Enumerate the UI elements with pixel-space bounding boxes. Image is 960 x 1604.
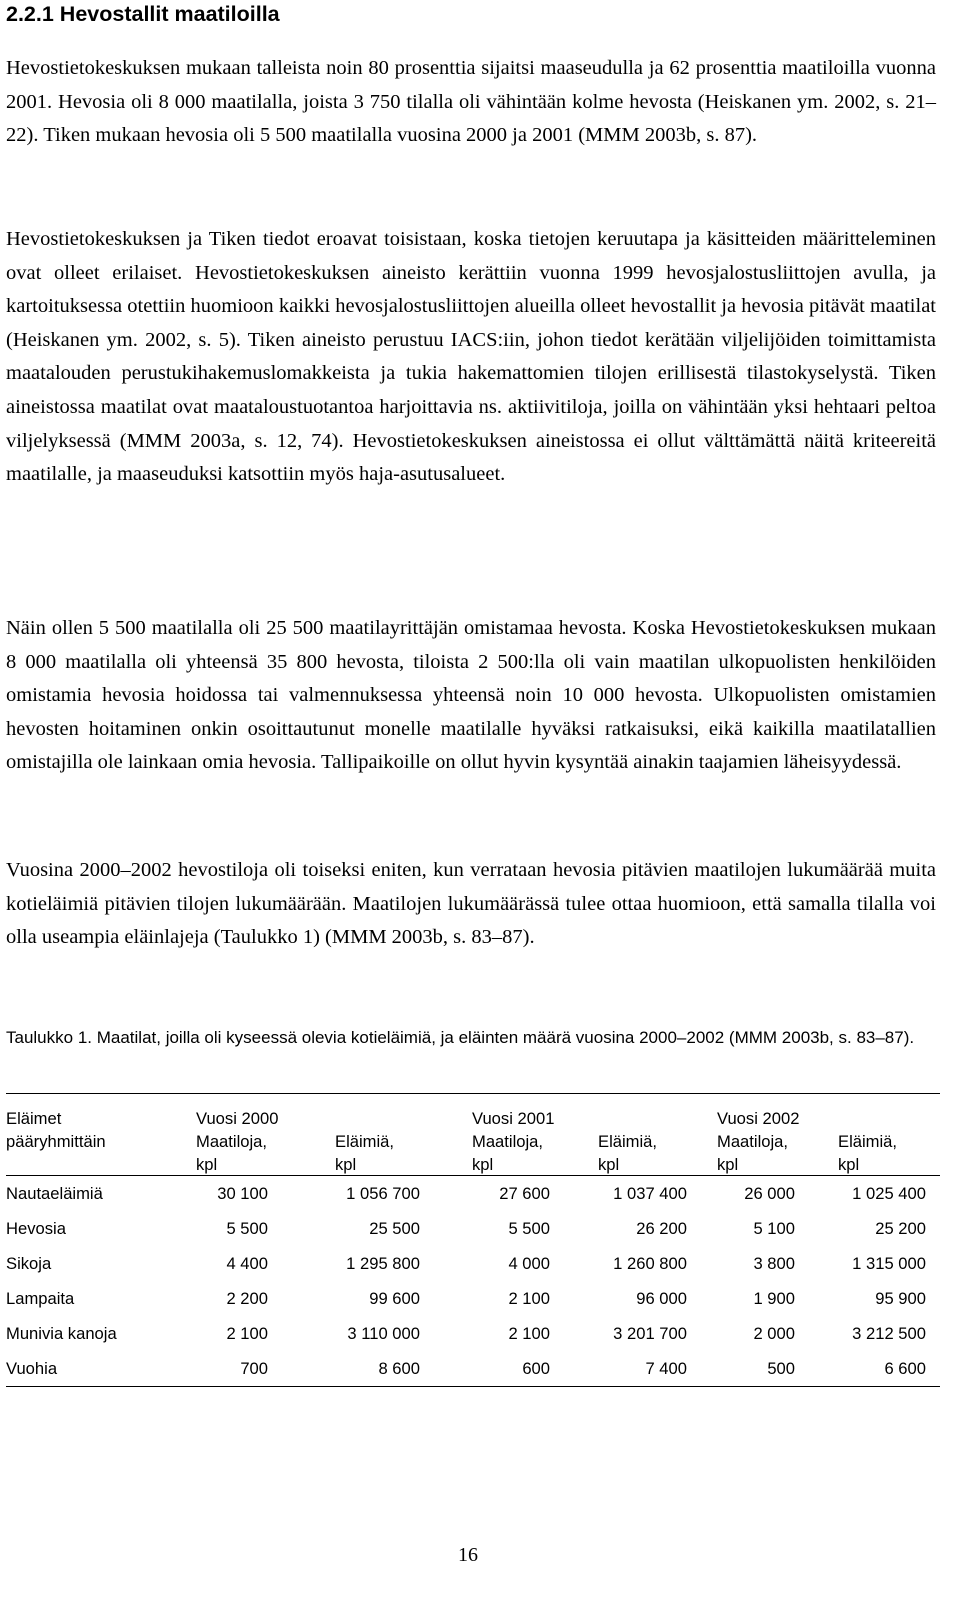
table-row [6, 1211, 940, 1246]
header-year-2001-farms [472, 1107, 554, 1176]
paragraph-3: Näin ollen 5 500 maatilalla oli 25 500 maatilayrittäjän omistamaa hevosta. Koska Hevostietokeskuksen mukaan 8 000 maatilalla oli yhteensä 35 800 hevosta, tiloista 2 500:lla oli vain maatilan ulkopuolisten henkilöiden omistamia hevosia hoidossa tai valmennuksessa yhteensä noin 10 000 hevosta. Ulkopuolisten omistamien hevosten hoitaminen onkin osoittautunut monelle maatilalle hyväksi ratkaisuksi, eikä kaikilla maatilatallien omistajilla ole lainkaan omia hevosia. Tallipaikoille on ollut hyvin kysyntää ainakin taajamien läheisyydessä. [6, 617, 936, 774]
table-row [6, 1246, 940, 1281]
paragraph-1: Hevostietokeskuksen mukaan talleista noin 80 prosenttia sijaitsi maaseudulla ja 62 prosenttia maatiloilla vuonna 2001. Hevosia oli 8 000 maatilalla, joista 3 750 tilalla oli vähintään kolme hevosta (Heiskanen ym. 2002, s. 21–22). Tiken mukaan hevosia oli 5 500 maatilalla vuosina 2000 ja 2001 (MMM 2003b, s. 87). [6, 57, 936, 147]
cell-animals-2002: 1 315 000 [852, 1254, 926, 1273]
header-spacer [838, 1107, 897, 1130]
cell-farms-2000: 2 100 [226, 1324, 268, 1343]
cell-farms-2002: 2 000 [753, 1324, 795, 1343]
header-year-2000: Vuosi 2000 [196, 1109, 279, 1128]
header-farms-unit: kpl [472, 1155, 494, 1174]
header-farms-unit: kpl [717, 1155, 739, 1174]
cell-farms-2002: 5 100 [753, 1219, 795, 1238]
row-label: Vuohia [6, 1359, 58, 1378]
header-farms-unit: kpl [196, 1155, 218, 1174]
section-heading: 2.2.1 Hevostallit maatiloilla [6, 2, 280, 26]
cell-farms-2000: 5 500 [226, 1219, 268, 1238]
cell-farms-2002: 3 800 [753, 1254, 795, 1273]
cell-animals-2001: 1 260 800 [613, 1254, 687, 1273]
header-animals-label: Eläimiä, [838, 1132, 898, 1151]
paragraph-4: Vuosina 2000–2002 hevostiloja oli toiseksi eniten, kun verrataan hevosia pitävien maatilojen lukumäärää muita kotieläimiä pitävien tilojen lukumäärään. Maatilojen lukumäärässä tulee ottaa huomioon, että samalla tilalla voi olla useampia eläinlajeja (Taulukko 1) (MMM 2003b, s. 83–87). [6, 859, 936, 949]
cell-animals-2000: 25 500 [369, 1219, 420, 1238]
row-label: Lampaita [6, 1289, 75, 1308]
table-body [6, 1176, 940, 1386]
header-animals-unit: kpl [335, 1155, 357, 1174]
header-year-2001-animals [598, 1107, 657, 1176]
cell-animals-2002: 3 212 500 [852, 1324, 926, 1343]
header-group-label [6, 1107, 106, 1153]
header-group-label-line2: pääryhmittäin [6, 1132, 106, 1151]
cell-animals-2002: 1 025 400 [852, 1184, 926, 1203]
cell-farms-2001: 4 000 [508, 1254, 550, 1273]
header-animals-label: Eläimiä, [335, 1132, 395, 1151]
table-row [6, 1281, 940, 1316]
cell-farms-2000: 30 100 [217, 1184, 268, 1203]
row-label: Munivia kanoja [6, 1324, 117, 1343]
cell-farms-2001: 5 500 [508, 1219, 550, 1238]
header-farms-label: Maatiloja, [196, 1132, 268, 1151]
cell-animals-2000: 1 056 700 [346, 1184, 420, 1203]
table-row [6, 1176, 940, 1211]
header-spacer [335, 1107, 394, 1130]
cell-animals-2002: 6 600 [884, 1359, 926, 1378]
cell-animals-2001: 7 400 [645, 1359, 687, 1378]
page-number: 16 [458, 1544, 478, 1566]
table-row [6, 1316, 940, 1351]
cell-animals-2001: 26 200 [636, 1219, 687, 1238]
cell-animals-2002: 95 900 [875, 1289, 926, 1308]
header-year-2000-animals [335, 1107, 394, 1176]
header-farms-label: Maatiloja, [717, 1132, 789, 1151]
paragraph-2: Hevostietokeskuksen ja Tiken tiedot eroavat toisistaan, koska tietojen keruutapa ja käsitteiden määritteleminen ovat olleet erilaiset. Hevostietokeskuksen aineisto kerättiin vuonna 1999 hevosjalostusliittojen avulla, ja kartoituksessa otettiin huomioon kaikki hevosjalostusliittojen alueilla olleet hevostallit ja hevosia pitävät maatilat (Heiskanen ym. 2002, s. 5). Tiken aineisto perustuu IACS:iin, johon tiedot kerätään viljelijöiden toimittamista maatalouden perustukihakemuslomakkeista ja tukia hakemattomien tilojen erillisestä tilastokyselystä. Tiken aineistossa maatilat ovat maataloustuotantoa harjoittavia ns. aktiivitiloja, joilla on vähintään yksi hehtaari peltoa viljelyksessä (MMM 2003a, s. 12, 74). Hevostietokeskuksen aineistossa ei ollut välttämättä näitä kriteereitä maatilalle, ja maaseuduksi katsottiin myös haja-asutusalueet. [6, 228, 936, 486]
cell-farms-2002: 26 000 [744, 1184, 795, 1203]
table-header [6, 1094, 940, 1176]
cell-animals-2000: 1 295 800 [346, 1254, 420, 1273]
header-group-label-line1: Eläimet [6, 1109, 62, 1128]
header-year-2002: Vuosi 2002 [717, 1109, 800, 1128]
cell-animals-2001: 3 201 700 [613, 1324, 687, 1343]
cell-farms-2000: 700 [240, 1359, 268, 1378]
row-label: Nautaeläimiä [6, 1184, 103, 1203]
table-caption: Taulukko 1. Maatilat, joilla oli kyseessä olevia kotieläimiä, ja eläinten määrä vuosina 2000–2002 (MMM 2003b, s. 83–87). [6, 1028, 915, 1047]
cell-farms-2000: 2 200 [226, 1289, 268, 1308]
header-animals-unit: kpl [838, 1155, 860, 1174]
header-year-2000-farms [196, 1107, 278, 1176]
cell-farms-2002: 500 [767, 1359, 795, 1378]
header-year-2001: Vuosi 2001 [472, 1109, 555, 1128]
cell-farms-2000: 4 400 [226, 1254, 268, 1273]
header-spacer [598, 1107, 657, 1130]
header-animals-unit: kpl [598, 1155, 620, 1174]
cell-farms-2001: 27 600 [499, 1184, 550, 1203]
cell-animals-2000: 3 110 000 [347, 1324, 420, 1343]
header-year-2002-farms [717, 1107, 799, 1176]
header-farms-label: Maatiloja, [472, 1132, 544, 1151]
cell-farms-2002: 1 900 [753, 1289, 795, 1308]
cell-animals-2001: 96 000 [636, 1289, 687, 1308]
cell-animals-2001: 1 037 400 [613, 1184, 687, 1203]
cell-farms-2001: 600 [522, 1359, 550, 1378]
table-row [6, 1351, 940, 1386]
cell-animals-2000: 99 600 [369, 1289, 420, 1308]
row-label: Sikoja [6, 1254, 52, 1273]
header-year-2002-animals [838, 1107, 897, 1176]
row-label: Hevosia [6, 1219, 66, 1238]
cell-farms-2001: 2 100 [508, 1324, 550, 1343]
livestock-table [6, 1093, 940, 1387]
cell-farms-2001: 2 100 [508, 1289, 550, 1308]
cell-animals-2002: 25 200 [875, 1219, 926, 1238]
header-animals-label: Eläimiä, [598, 1132, 658, 1151]
cell-animals-2000: 8 600 [378, 1359, 420, 1378]
